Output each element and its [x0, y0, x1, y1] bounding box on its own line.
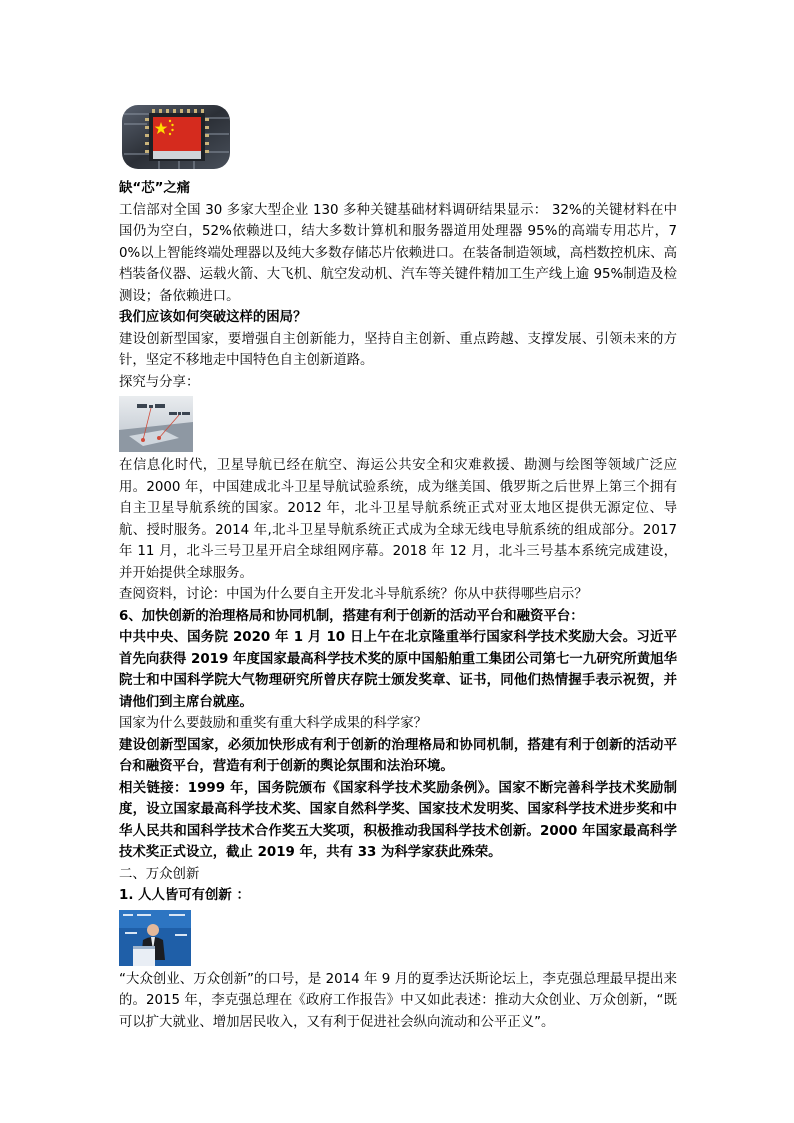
chip-flag-image [119, 104, 233, 170]
chip-answer: 建设创新型国家，要增强自主创新能力，坚持自主创新、重点跨越、支撑发展、引领未来的方针，坚定不移地走中国特色自主创新道路。 [119, 331, 677, 368]
chip-paragraph: 工信部对全国 30 多家大型企业 130 多种关键基础材料调研结果显示： 32%的关键材料在中国仍为空白，52%依赖进口，结大多数计算机和服务器道用处理器 95%的高端专用芯片，70%以上智能终端处理器以及纯大多数存储芯片依赖进口。在装备制造领域，高档数控机床、高档装备仪器、运载火箭、大飞机、航空发动机、汽车等关键件精加工生产线上逾 95%制造及检测设；备依赖进口。 [119, 202, 677, 304]
related-link-paragraph: 相关链接：1999 年，国务院颁布《国家科学技术奖励条例》。国家不断完善科学技术奖励制度，设立国家最高科学技术奖、国家自然科学奖、国家技术发明奖、国家科学技术进步奖和中华人民共和国科学技术合作奖五大奖项，积极推动我国科学技术创新。2000 年国家最高科学技术奖正式设立，截止 2019 年，共有 33 为科学家获此殊荣。 [119, 780, 677, 860]
mechanism-heading: 6、加快创新的治理格局和协同机制，搭建有利于创新的活动平台和融资平台： [119, 608, 584, 624]
flag-field [153, 117, 201, 151]
mass-innovation-subheading: 1. 人人皆可有创新 ： [119, 888, 250, 903]
mechanism-answer: 建设创新型国家，必须加快形成有利于创新的治理格局和协同机制，搭建有利于创新的活动平台和融资平台，营造有利于创新的舆论氛围和法治环境。 [119, 737, 677, 774]
document-body [119, 104, 677, 1033]
mass-innovation-heading: 二、万众创新 [119, 866, 200, 882]
award-paragraph: 中共中央、国务院 2020 年 1 月 10 日上午在北京隆重举行国家科学技术奖励大会。习近平首先向获得 2019 年度国家最高科学技术奖的原中国船舶重工集团公司第七一九研究所黄旭华院士和中国科学院大气物理研究所曾庆存院士颁发奖章、证书，同他们热情握手表示祝贺，并请他们到主席台就座。 [119, 630, 677, 710]
chip-question: 我们应该如何突破这样的困局？ [119, 310, 307, 325]
beidou-question: 查阅资料，讨论：中国为什么要自主开发北斗导航系统？你从中获得哪些启示？ [119, 587, 588, 602]
mass-innovation-paragraph: “大众创业、万众创新”的口号，是 2014 年 9 月的夏季达沃斯论坛上，李克强总理最早提出来的。2015 年，李克强总理在《政府工作报告》中又如此表述：推动大众创业、万众创新，“既可以扩大就业、增加居民收入，又有利于促进社会纵向流动和公平正义”。 [119, 971, 677, 1030]
satellite-navigation-image [119, 396, 193, 452]
explore-share-label: 探究与分享： [119, 374, 200, 390]
speaker-podium-image [119, 910, 191, 966]
beidou-paragraph: 在信息化时代，卫星导航已经在航空、海运公共安全和灾难救援、勘测与绘图等领域广泛应用。2000 年，中国建成北斗卫星导航试验系统，成为继美国、俄罗斯之后世界上第三个拥有自主卫星导航系统的国家。2012 年，北斗卫星导航系统正式对亚太地区提供无源定位、导航、授时服务。2014 年,北斗卫星导航系统正式成为全球无线电导航系统的组成部分。2017 年 11 月，北斗三号卫星开启全球组网序幕。2018 年 12 月，北斗三号基本系统完成建设，并开始提供全球服务。 [119, 458, 677, 581]
scientist-question: 国家为什么要鼓励和重奖有重大科学成果的科学家？ [119, 716, 427, 731]
chip-section-title: 缺“芯”之痛 [119, 181, 191, 196]
